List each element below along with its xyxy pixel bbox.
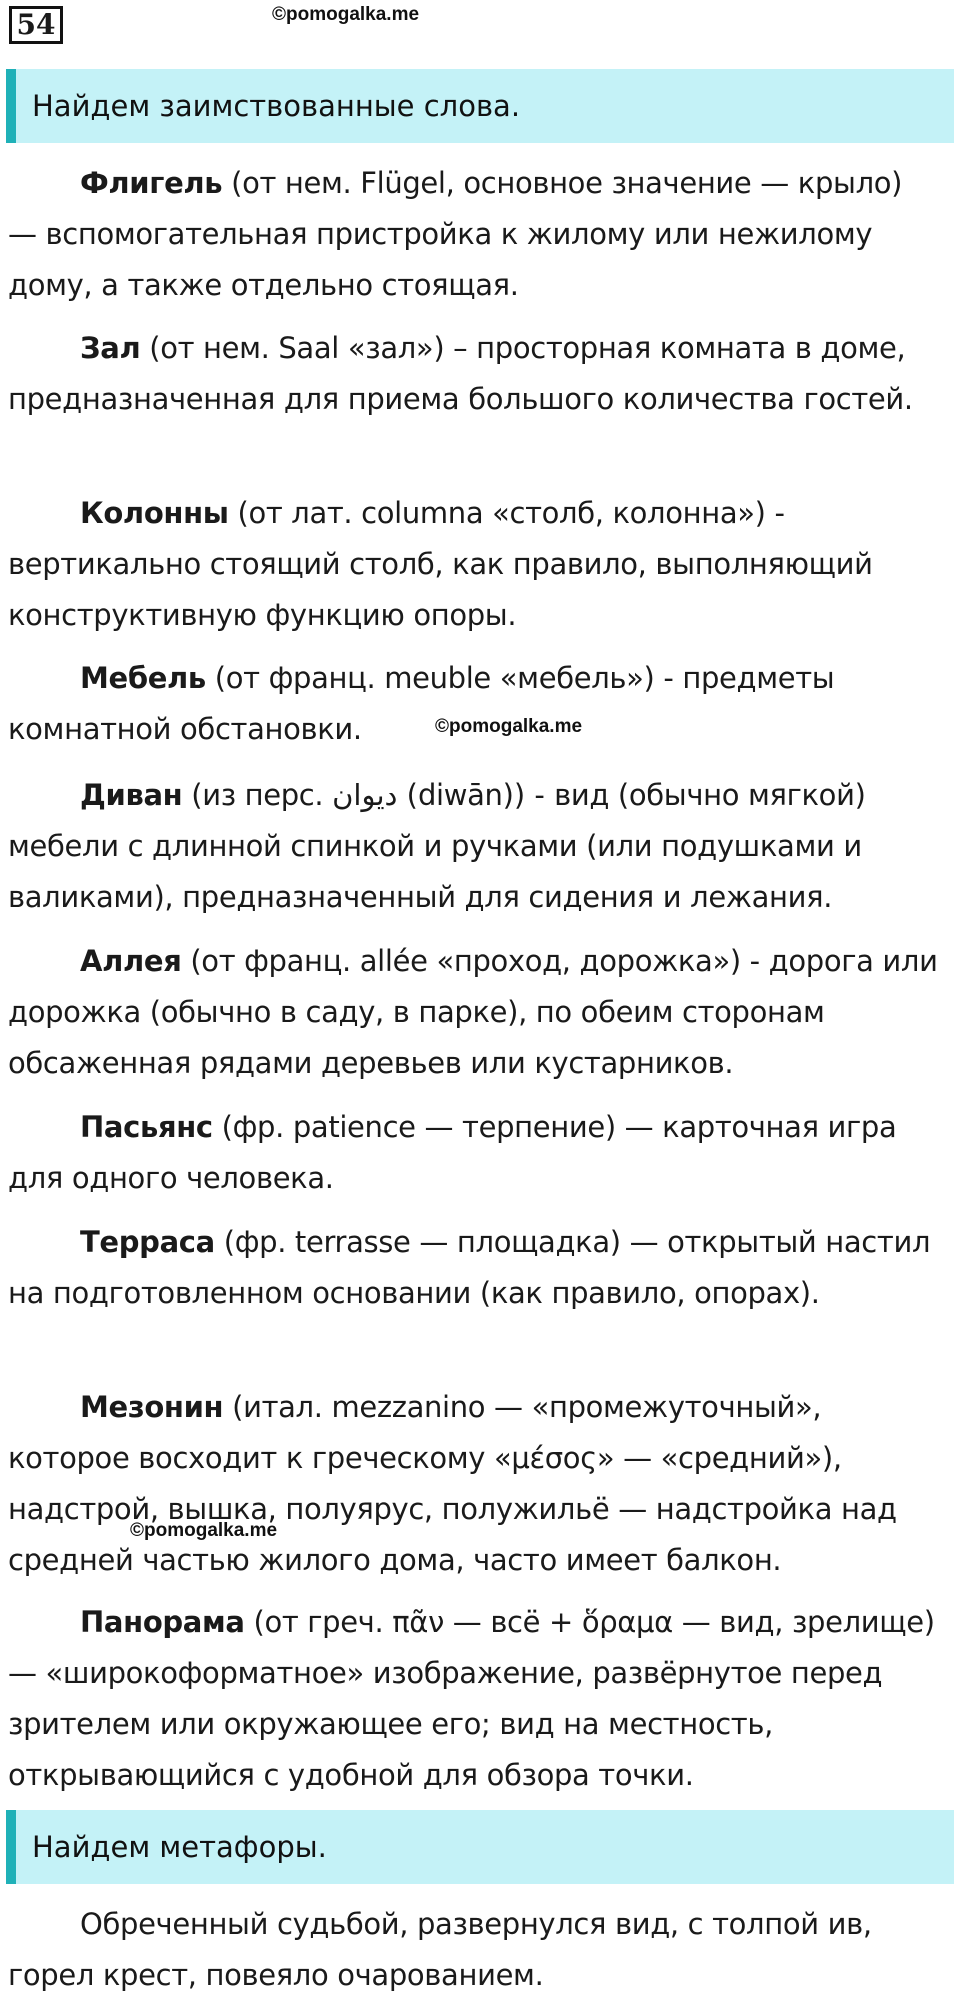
section-title: Найдем метафоры. (32, 1830, 327, 1864)
entry-terrasa (8, 1217, 938, 1319)
page-number: 54 (9, 6, 63, 44)
entry-term: Терраса (80, 1225, 215, 1259)
entry-term: Диван (80, 778, 183, 812)
entry-panorama (8, 1597, 938, 1801)
entry-text: (от франц. allée «проход, дорожка») - дорога или дорожка (обычно в саду, в парке), по обеим сторонам обсаженная рядами деревьев или кустарников. (8, 944, 938, 1080)
entry-text: (от греч. πᾶν — всё + ὅραμα — вид, зрелище) — «широкоформатное» изображение, развёрнутое перед зрителем или окружающее его; вид на местность, открывающийся с удобной для обзора точки. (8, 1605, 935, 1792)
entry-text: (из перс. ديوان (diwān)) - вид (обычно мягкой) мебели с длинной спинкой и ручками (или подушками и валиками), предназначенный для сидения и лежания. (8, 778, 866, 914)
entry-term: Колонны (80, 496, 229, 530)
watermark: ©pomogalka.me (272, 4, 420, 25)
entry-zal (8, 323, 938, 425)
entry-pasyans (8, 1102, 938, 1204)
entry-term: Пасьянс (80, 1110, 213, 1144)
entry-fligel (8, 158, 938, 311)
entry-text: (итал. mezzanino — «промежуточный», которое восходит к греческому «μέσος» — «средний»), надстрой, вышка, полуярус, полужильё — надстройка над средней частью жилого дома, часто имеет балкон. (8, 1390, 897, 1577)
entry-text: (фр. terrasse — площадка) — открытый настил на подготовленном основании (как правило, опорах). (8, 1225, 931, 1310)
entry-text: (от нем. Flügel, основное значение — крыло) — вспомогательная пристройка к жилому или нежилому дому, а также отдельно стоящая. (8, 166, 903, 302)
entry-alleya (8, 936, 938, 1089)
section-header-borrowed-words (6, 69, 954, 143)
entry-text: (фр. patience — терпение) — карточная игра для одного человека. (8, 1110, 897, 1195)
entry-divan (8, 770, 938, 923)
entry-term: Мезонин (80, 1390, 224, 1424)
entry-term: Аллея (80, 944, 182, 978)
entry-kolonny (8, 488, 938, 641)
entry-term: Панорама (80, 1605, 245, 1639)
entry-mezonin (8, 1382, 938, 1586)
watermark: ©pomogalka.me (130, 1520, 278, 1541)
entry-term: Мебель (80, 661, 206, 695)
entry-term: Флигель (80, 166, 223, 200)
metaphors-text: Обреченный судьбой, развернулся вид, с толпой ив, горел крест, повеяло очарованием. (8, 1907, 872, 1992)
section-title: Найдем заимствованные слова. (32, 89, 521, 123)
entry-text: (от нем. Saal «зал») – просторная комната в доме, предназначенная для приема большого количества гостей. (8, 331, 913, 416)
watermark: ©pomogalka.me (435, 716, 583, 737)
entry-term: Зал (80, 331, 141, 365)
entry-text: (от франц. meuble «мебель») - предметы комнатной обстановки. (8, 661, 835, 746)
section-header-metaphors (6, 1810, 954, 1884)
entry-mebel (8, 653, 938, 755)
entry-text: (от лат. columna «столб, колонна») - вертикально стоящий столб, как правило, выполняющий конструктивную функцию опоры. (8, 496, 873, 632)
